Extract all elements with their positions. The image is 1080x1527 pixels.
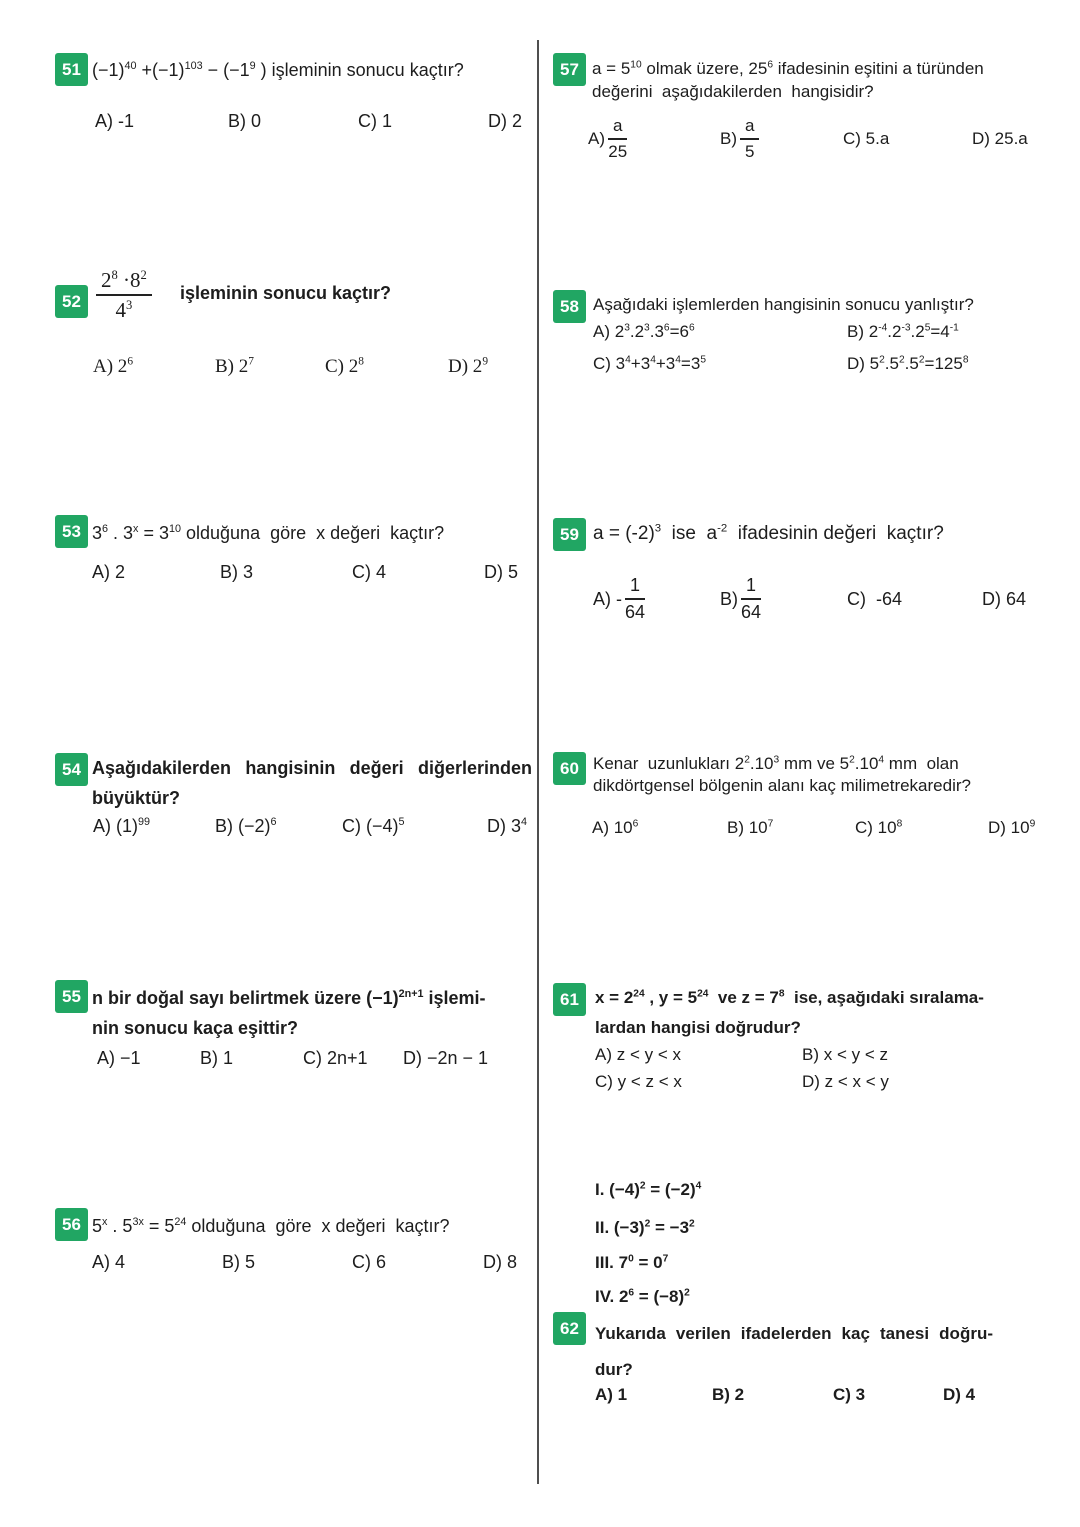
question-number-badge: 57 [553,53,586,86]
option-d: D) $10^9$ [988,818,1036,837]
option-b: B) x < y < z [802,1045,888,1064]
question-58 [553,290,1053,390]
option-b: B) $(-2)^6$ [215,816,277,836]
option-d: D) 2 [488,111,523,131]
question-stem [92,753,532,813]
option-c: C) 6 [352,1252,387,1272]
statement-iv: IV. $2^6 = (-8)^2$ [595,1287,690,1306]
question-number-badge: 58 [553,290,586,323]
option-c: C) 4 [352,562,387,582]
option-d: D) 8 [483,1252,518,1272]
stem-line-1: n bir doğal sayı belirtmek üzere $(-1)^{2n+1}$ işlemi- [92,988,486,1008]
question-54 [55,753,538,863]
option-a: A) −1 [97,1048,141,1068]
option-b: B) 2 [712,1385,745,1404]
stem-line-1: Kenar uzunlukları $2^2.10^3$ mm ve $5^2.10^4$ mm olan [593,754,959,773]
option-d: D) $3^4$ [487,816,528,836]
statement-i: I. $(-4)^2 = (-2)^4$ [595,1180,702,1199]
option-a: A) - 1 64 [593,575,646,622]
option-b: B) a 5 [720,113,762,165]
question-59 [553,518,1053,638]
option-c: C) y < z < x [595,1072,682,1091]
option-a: A) 1 [595,1385,628,1404]
question-number-badge: 51 [55,53,88,86]
question-53 [55,515,538,605]
option-a: A) 2 [92,562,126,582]
option-a: A) z < y < x [595,1045,681,1064]
option-a: A) $2^3.2^3.3^6=6^6$ [593,322,695,341]
stem-line-1: $x = 2^{24}$ , $y = 5^{24}$ ve $z = 7^8$ ise, aşağıdaki sıralama- [595,988,984,1007]
option-c: C) $3^4+3^4+3^4=3^5$ [593,354,706,373]
question-number-badge: 60 [553,752,586,785]
question-stem: $(-1)^{40} +(-1)^{103} - (-1^9$ ) işleminin sonucu kaçtır? [92,60,464,80]
question-number-badge: 62 [553,1312,586,1345]
question-number-badge: 52 [55,285,88,318]
option-a: A) $2^6$ [93,355,134,377]
option-b: B) 5 [222,1252,256,1272]
option-d: D) −2n − 1 [403,1048,489,1068]
stem-line-1: Aşağıdakilerden hangisinin değeri diğerlerinden [92,758,532,778]
question-56 [55,1208,538,1298]
stem-line-2: nin sonucu kaça eşittir? [92,1018,299,1038]
option-c: C) 1 [358,111,393,131]
option-a: A) $10^6$ [592,818,639,837]
option-d: D) z < x < y [802,1072,889,1091]
option-c: C) $(-4)^5$ [342,816,405,836]
option-c: C) $10^8$ [855,818,903,837]
option-c: C) -64 [847,588,903,609]
question-61 [553,983,1053,1103]
option-b: B) 1 [200,1048,234,1068]
stem-line-2: dur? [595,1360,633,1379]
option-a: A) 4 [92,1252,126,1272]
question-number-badge: 54 [55,753,88,786]
question-stem [595,1316,993,1388]
question-stem [592,57,984,103]
question-stem: işleminin sonucu kaçtır? [180,283,392,303]
option-c: C) 2n+1 [303,1048,368,1068]
question-number-badge: 61 [553,983,586,1016]
option-b: B) $2^{-4}.2^{-3}.2^5=4^{-1}$ [847,322,959,341]
question-stem: 5$^x$ . $5^{3x} = 5^{24}$ olduğuna göre x değeri kaçtır? [92,1216,450,1236]
statement-ii: II. $(-3)^2 = -3^2$ [595,1218,695,1237]
option-b: B) 1 64 [720,575,762,622]
option-d: D) 25.a [972,129,1028,148]
option-d: D) $5^2.5^2.5^2=125^8$ [847,354,969,373]
stem-line-2: büyüktür? [92,788,180,808]
stem-line-2: lardan hangisi doğrudur? [595,1018,801,1037]
question-52 [55,268,538,398]
option-c: C) 3 [833,1385,866,1404]
fraction-denominator: $4^3$ [115,298,133,323]
question-fraction [93,268,155,322]
stem-line-2: dikdörtgensel bölgenin alanı kaç milimetrekaredir? [593,776,971,795]
option-d: D) $2^9$ [448,355,489,377]
stem-line-1: Yukarıda verilen ifadelerden kaç tanesi doğru- [595,1324,993,1343]
stem-line-1: $a = 5^{10}$ olmak üzere, $25^6$ ifadesinin eşitini a türünden [592,59,984,78]
question-stem: $3^6$ . $3^x = 3^{10}$ olduğuna göre x değeri kaçtır? [92,523,445,543]
option-b: B) 0 [228,111,262,131]
question-stem [593,753,971,797]
question-62 [553,1180,1053,1420]
fraction-numerator: $2^8 \cdot 8^2$ [96,268,152,296]
option-a: A) $(1)^{99}$ [93,816,151,836]
question-stem [595,983,984,1043]
option-a: A) a 25 [588,116,628,161]
question-stem: $a = (-2)^3$ ise $a^{-2}$ ifadesinin değeri kaçtır? [593,522,944,544]
question-55 [55,980,538,1090]
option-b: B) $10^7$ [727,818,774,837]
question-number-badge: 59 [553,518,586,551]
question-number-badge: 56 [55,1208,88,1241]
question-stem [92,983,486,1043]
question-51 [55,53,538,173]
option-a: A) -1 [95,111,135,131]
option-b: B) $2^7$ [215,355,254,377]
stem-line-2: değerini aşağıdakilerden hangisidir? [592,82,874,101]
option-d: D) 4 [943,1385,976,1404]
statement-iii: III. $7^0 = 0^7$ [595,1253,669,1272]
question-number-badge: 55 [55,980,88,1013]
option-d: D) 64 [982,588,1027,609]
question-60 [553,752,1053,852]
option-d: D) 5 [484,562,519,582]
question-number-badge: 53 [55,515,88,548]
option-b: B) 3 [220,562,254,582]
question-stem: Aşağıdaki işlemlerden hangisinin sonucu yanlıştır? [593,295,974,314]
question-57 [553,53,1053,183]
option-c: C) $2^8$ [325,355,364,377]
option-c: C) 5.a [843,129,890,148]
